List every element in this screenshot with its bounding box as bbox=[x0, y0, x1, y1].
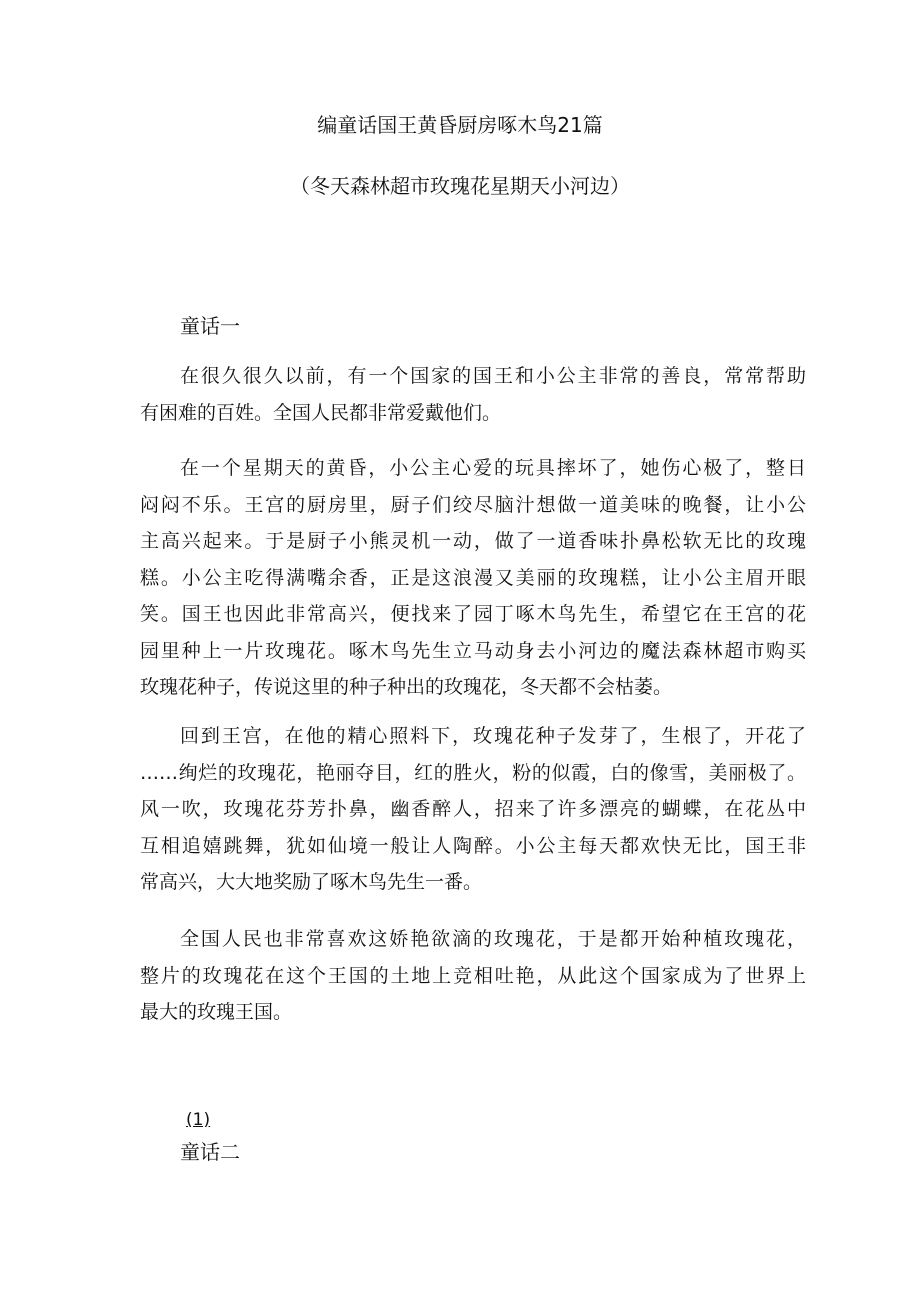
paragraph-line: 糕。小公主吃得满嘴余香，正是这浪漫又美丽的玫瑰糕，让小公主眉开眼 bbox=[140, 566, 806, 589]
paragraph-line: 主高兴起来。于是厨子小熊灵机一动，做了一道香味扑鼻松软无比的玫瑰 bbox=[140, 530, 806, 552]
paragraph-line: 风一吹，玫瑰花芬芳扑鼻，幽香醉人，招来了许多漂亮的蝴蝶，在花丛中 bbox=[140, 798, 806, 820]
story-1-paragraph-2 bbox=[140, 450, 806, 706]
story-1-paragraph-4 bbox=[140, 921, 806, 1031]
paragraph-line: ……绚烂的玫瑰花，艳丽夺目，红的胜火，粉的似霞，白的像雪，美丽极了。 bbox=[140, 761, 806, 784]
paragraph-line: 常高兴，大大地奖励了啄木鸟先生一番。 bbox=[140, 871, 483, 893]
paragraph-line: 在一个星期天的黄昏，小公主心爱的玩具摔坏了，她伤心极了，整日 bbox=[180, 457, 806, 479]
paragraph-line: 在很久很久以前，有一个国家的国王和小公主非常的善良，常常帮助 bbox=[180, 365, 806, 387]
paragraph-line: 回到王宫，在他的精心照料下，玫瑰花种子发芽了，生根了，开花了 bbox=[180, 725, 806, 747]
document-title: 编童话国王黄昏厨房啄木鸟21篇 bbox=[317, 113, 603, 137]
paragraph-line: 闷闷不乐。王宫的厨房里，厨子们绞尽脑汁想做一道美味的晚餐，让小公 bbox=[140, 493, 806, 516]
story-1-paragraph-1 bbox=[140, 358, 806, 431]
paragraph-line: 玫瑰花种子，传说这里的种子种出的玫瑰花，冬天都不会枯萎。 bbox=[140, 676, 673, 698]
document-subtitle: （冬天森林超市玫瑰花星期天小河边） bbox=[290, 174, 630, 198]
paragraph-line: 笑。国王也因此非常高兴，便找来了园丁啄木鸟先生，希望它在王宫的花 bbox=[140, 603, 806, 625]
paragraph-line: 互相追嬉跳舞，犹如仙境一般让人陶醉。小公主每天都欢快无比，国王非 bbox=[140, 834, 806, 857]
paragraph-line: 全国人民也非常喜欢这娇艳欲滴的玫瑰花，于是都开始种植玫瑰花， bbox=[180, 928, 806, 950]
story-2-heading: 童话二 bbox=[180, 1140, 240, 1164]
story-1-paragraph-3 bbox=[140, 718, 806, 901]
story-1-heading: 童话一 bbox=[180, 314, 240, 338]
paragraph-line: 园里种上一片玫瑰花。啄木鸟先生立马动身去小河边的魔法森林超市购买 bbox=[140, 639, 806, 662]
page-footnote-marker: (1) bbox=[186, 1110, 211, 1130]
paragraph-line: 整片的玫瑰花在这个王国的土地上竞相吐艳，从此这个国家成为了世界上 bbox=[140, 964, 806, 987]
paragraph-line: 最大的玫瑰王国。 bbox=[140, 1001, 293, 1023]
paragraph-line: 有困难的百姓。全国人民都非常爱戴他们。 bbox=[140, 401, 502, 424]
